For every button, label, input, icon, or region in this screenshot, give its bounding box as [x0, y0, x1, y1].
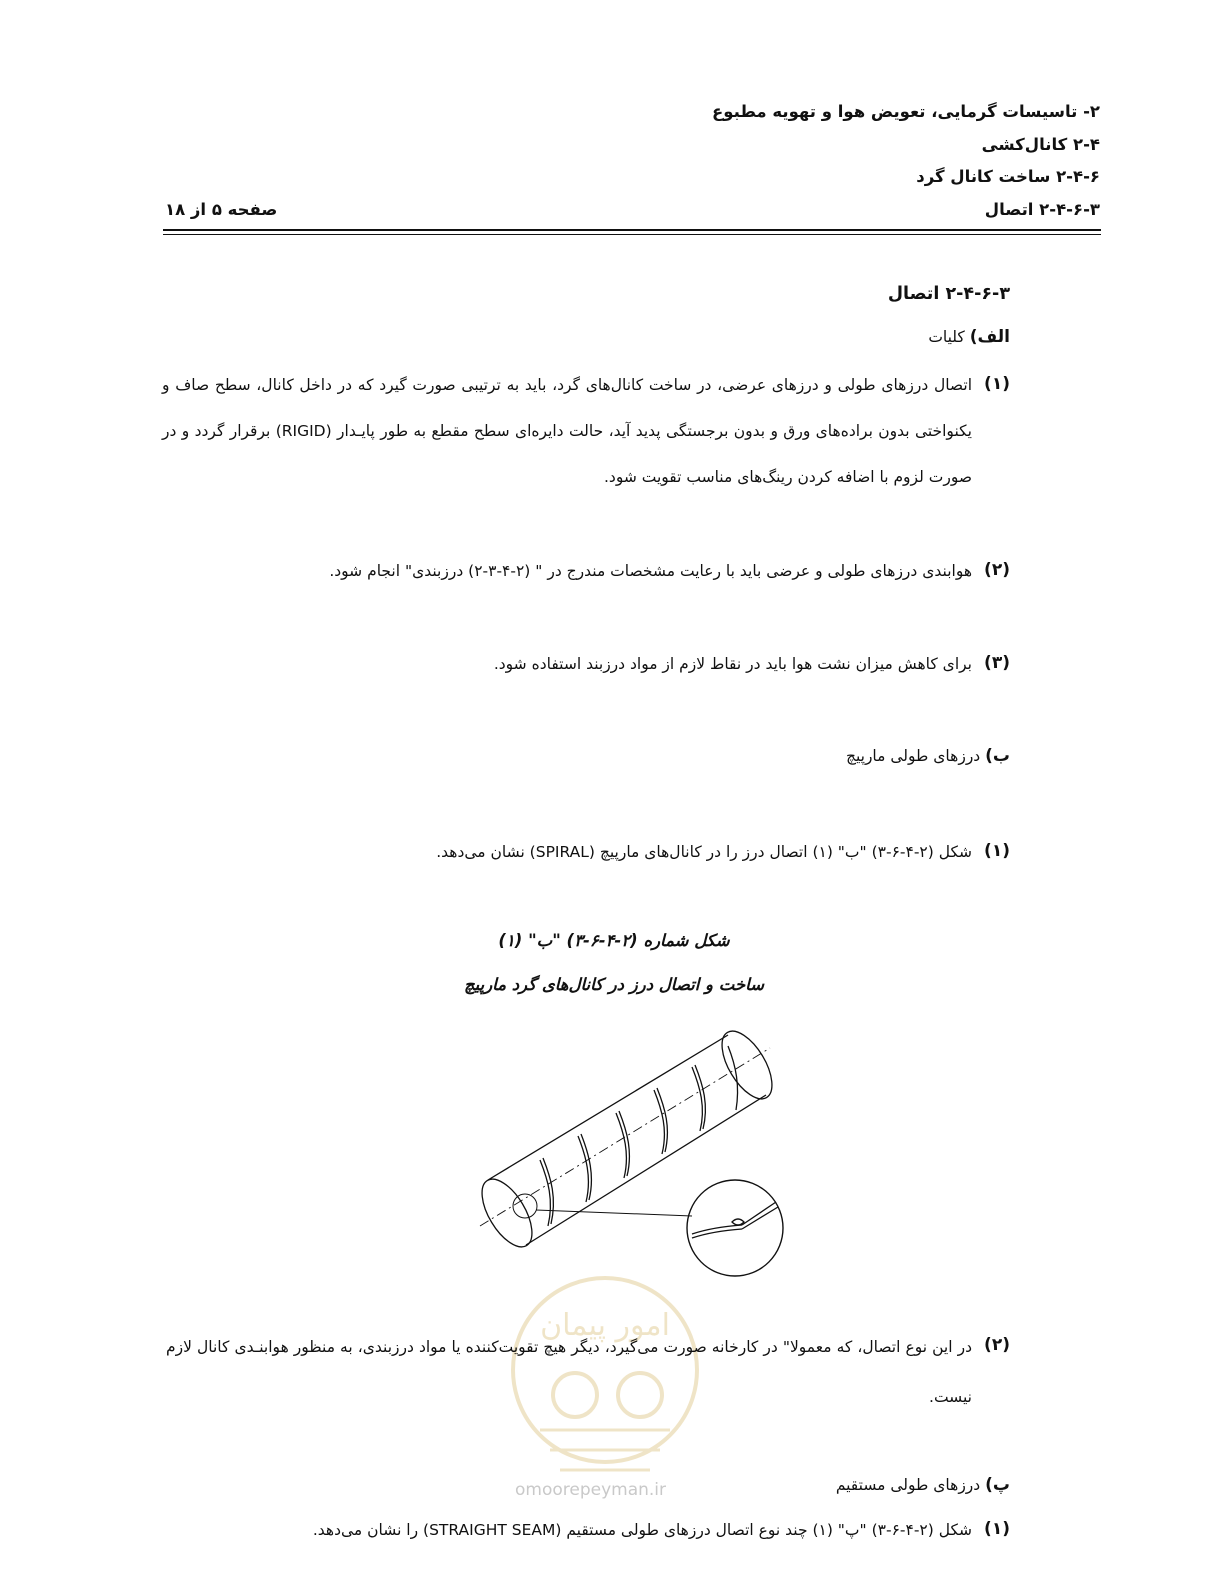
item-a3-number: (۳) [984, 653, 1010, 673]
subsection-b-label: ب) [985, 746, 1010, 766]
header-rule-top [163, 229, 1101, 231]
subsection-c-text: درزهای طولی مستقیم [835, 1476, 981, 1494]
header-subsection: ۲-۴-۶ ساخت کانال گرد [916, 167, 1100, 186]
item-a1-number: (۱) [984, 374, 1010, 394]
item-a1-text: اتصال درزهای طولی و درزهای عرضی، در ساخت کانال‌های گرد، باید به ترتیبی صورت گیرد که در داخل کانال، سطح صاف و یکنواختی بدون براده‌های ورق و بدون برجستگی پدید آید، حالت دایره‌ای سطح مقطع به طور پایـدار (RIGID) برقرار گردد و در صورت لزوم با اضافه کردن رینگ‌های مناسب تقویت شود. [162, 376, 972, 486]
header-rule-bottom [163, 234, 1101, 235]
subsection-c-label: پ) [985, 1475, 1010, 1495]
spiral-duct-figure [470, 1030, 790, 1280]
subsection-a-text: کلیات [928, 328, 965, 346]
section-title: ۲-۴-۶-۳ اتصال [887, 284, 1010, 304]
subsection-b [846, 747, 1010, 767]
item-a2-text: هوابندی درزهای طولی و عرضی باید با رعایت مشخصات مندرج در " (۲-۴-۳-۲) درزبندی" انجام شود. [329, 562, 972, 580]
item-b2-number: (۲) [984, 1335, 1010, 1355]
subsection-a-label: الف) [969, 327, 1010, 347]
item-b2-text: در این نوع اتصال، که معمولا" در کارخانه صورت می‌گیرد، دیگر هیچ تقویت‌کننده یا مواد درزبندی، به منظور هوابنـدی کانال لازم نیست. [166, 1338, 972, 1406]
figure-caption-title: ساخت و اتصال درز در کانال‌های گرد مارپیچ [463, 975, 765, 994]
item-c1-text: شکل (۲-۴-۶-۳) "پ" (۱) چند نوع اتصال درزهای طولی مستقیم (STRAIGHT SEAM) را نشان می‌دهد. [312, 1521, 972, 1539]
subsection-a [928, 328, 1010, 348]
item-a3-text: برای کاهش میزان نشت هوا باید در نقاط لازم از مواد درزبند استفاده شود. [493, 655, 972, 673]
subsection-b-text: درزهای طولی مارپیچ [845, 747, 981, 765]
page-number: صفحه ۵ از ۱۸ [165, 200, 278, 219]
watermark-logo-text: امور پیمان [540, 1308, 670, 1343]
item-a2-number: (۲) [984, 560, 1010, 580]
subsection-c [836, 1476, 1010, 1496]
figure-caption-number: شکل شماره (۲-۴-۶-۳) "ب" (۱) [498, 931, 730, 950]
header-topic: ۲-۴-۶-۳ اتصال [984, 200, 1100, 219]
header-section: ۲-۴ کانال‌کشی [981, 135, 1100, 154]
header-chapter: ۲- تاسیسات گرمایی، تعویض هوا و تهویه مطبوع [711, 102, 1100, 121]
watermark-site: omoorepeyman.ir [515, 1480, 667, 1500]
item-b1-number: (۱) [984, 841, 1010, 861]
item-c1-number: (۱) [984, 1519, 1010, 1539]
item-b1-text: شکل (۲-۴-۶-۳) "ب" (۱) اتصال درز را در کانال‌های مارپیچ (SPIRAL) نشان می‌دهد. [436, 843, 972, 861]
